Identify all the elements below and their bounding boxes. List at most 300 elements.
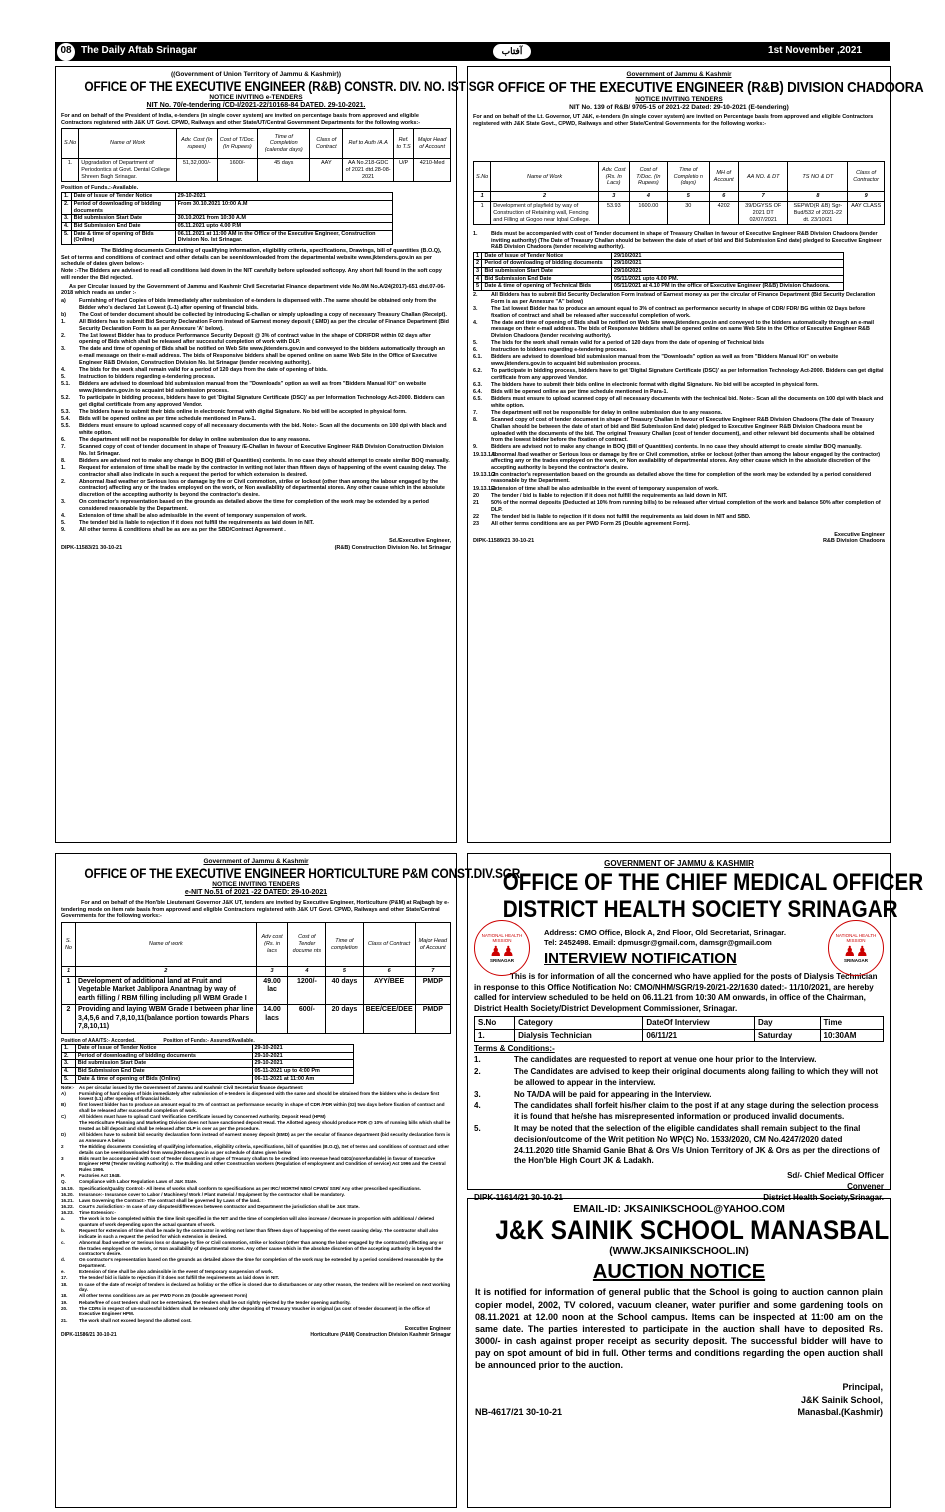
clause-number: 3. (474, 1089, 481, 1099)
schedule-row (62, 1068, 354, 1076)
ad-title: OFFICE OF THE EXECUTIVE ENGINEER HORTICULTURE P&M CONST.DIV.SGR. (84, 865, 524, 881)
column-number-cell: 4 (288, 967, 326, 977)
table-header-cell: S.No (475, 1016, 515, 1029)
table-cell: 45 days (258, 159, 310, 182)
column-number-cell: 2 (75, 967, 256, 977)
signatory-title: Sd/- Chief Medical Officer (787, 1171, 884, 1181)
clause-text: The 1st lowest Bidder has to produce an amount equal to 3% of contract as performance security in shape of CDR/ FDR/ BG within 02 Days before fixation of contract and shall be released after successful completion of work. (491, 305, 866, 319)
note-para: Note :-The Bidders are advised to read all conditions laid down in the NIT carefully before uploaded softcopy. Any short fall found in the soft copy will render the Bid rejected. (61, 268, 442, 281)
clause-number: 8. (61, 457, 66, 464)
clause-item (61, 513, 451, 520)
clause-item (473, 472, 885, 485)
table-cell: Development of playfield by way of Construction of Retaining wall, Fencing and Filling at Gogoo near Iqbal College. (491, 202, 599, 225)
table-header-cell: TS NO & DT (788, 162, 848, 192)
clause-item (473, 444, 885, 451)
clause-number: 5.3. (61, 408, 70, 415)
clause-item (61, 1114, 451, 1120)
schedule-cell: 3 (474, 268, 482, 276)
clause-text: All other terms & conditions shall be as are as per the SBD/Contract Agreement . (79, 527, 286, 534)
clause-number: 2. (474, 1067, 481, 1077)
clause-item (61, 1275, 451, 1281)
clause-text: Abnormal /bad weather or Serious loss or damage by fire or Civil commotion, strike or lockout (other than among the labour engaged by the contractor) affecting any or the trades employed on the work, or Non availability of departmental stores. Any other cause which in the absolute discretion of the accepting authority is beyond the contractor's desire. (491, 451, 881, 471)
clause-text: Scanned copy of cost of tender document in shape of Treasury /E-Challan in favour of Executive Engineer R&B Division Construction Division No. Ist Srinagar. (79, 444, 444, 457)
table-cell: 51,32,000/- (176, 159, 217, 182)
clause-number: 2. (61, 478, 66, 485)
column-number-cell: 1 (474, 192, 491, 202)
clause-number: 19.13.1.2 (473, 471, 496, 478)
clause-item (61, 1186, 451, 1192)
clause-number: 16.20. (61, 1191, 74, 1197)
schedule-row (474, 252, 844, 260)
signatory-title: Executive Engineer (834, 531, 885, 538)
clause-text: Request for extension of time shall be made by the contractor in writing not later than fifteen days of happening of the event causing delay. The contractor shall also indicate in such a request the period for which extension is desired. (79, 465, 447, 478)
clause-item (473, 382, 885, 389)
signatory-title: Executive Engineer (404, 1326, 451, 1333)
works-table (61, 922, 451, 1034)
table-header-cell: AA NO. & DT (738, 162, 788, 192)
clause-number: 1. (61, 318, 66, 325)
column-number-cell: 6 (363, 967, 415, 977)
emblem-bottom-text: SRINAGAR (843, 957, 868, 963)
clause-text: Court's Jurisdiction:- In case of any disputes/differences between contractor and Department the jurisdiction shall be J&K State. (79, 1204, 360, 1210)
clause-number: 22 (473, 513, 479, 520)
clause-1: Bids must be accompanied with cost of Tender document in shape of Treasury Challan in favour of Executive Engineer R&B Division Chadoora (tender inviting authority) (The Date of Treasury Challan should be between the date of start of bid and Bid Submission End date) pledged to Executive Engineer R&B Division Chadoora (tender receiving authority). (491, 231, 882, 251)
table-cell: 1 (474, 202, 491, 225)
clause-number: a. (61, 1216, 65, 1222)
clause-number: 16.22. (61, 1204, 74, 1210)
schedule-cell: Date & time of opening of Bids (Online) (71, 230, 175, 244)
clause-text: Bidders must ensure to upload scanned copy of all necessary documents with the technical bid. Note:- Scan all the documents on 100 dpi with black and white option. (491, 396, 884, 409)
signatory-office: Horticulture (P&M) Construction Division Kashmir Srinagar (310, 1332, 451, 1339)
schedule-row (474, 275, 844, 283)
schedule-row (62, 193, 393, 201)
clause-item (473, 500, 885, 513)
clause-number (61, 1120, 79, 1131)
table-header-cell: S.No (474, 162, 491, 192)
table-header-cell: Ref. to T.S (394, 129, 414, 159)
clause-number: D) (61, 1132, 66, 1138)
clause-text: 50% of the normal deposits (Deducted at 10% from running bills) to be released after virtual completion of the work and balance 50% after completion of DLP. (491, 500, 881, 513)
clause-text: In case of the date of receipt of tenders is declared as holiday or the office is closed due to disturbances or any other reason, the tenders will be received on next working day. (79, 1281, 451, 1293)
clause-text: All bidders must have to upload Card Verification Certificate issued by Concerned Authority. Deposit Head (HPM) (79, 1114, 326, 1120)
table-header-cell: Cost of Tender docume nts (288, 923, 326, 967)
clause-item (61, 319, 451, 332)
table-cell: 600/- (288, 1005, 326, 1034)
clause-text: Compliance with Labor Regulation Laws of J&K State. (79, 1179, 198, 1185)
clause-number: 7. (61, 444, 66, 451)
table-cell: Dialysis Technician (515, 1029, 643, 1042)
schedule-cell: 05/11/2021 at 4.10 PM in the office of Executive Engineer (R&B) Division Chadoora. (611, 283, 843, 291)
clause-text: To participate in bidding process, bidders have to get 'Digital Signature Certificate (DSC)' as per Information Technology Act-2000. Bidders can get digital certificate from any approved Vendor. (491, 368, 884, 381)
table-cell: 49.00 lac (256, 976, 288, 1005)
clauses-list (61, 1085, 451, 1324)
schedule-cell: 4. (62, 1068, 76, 1076)
clause-text: The Candidates are advised to keep their original documents along failing to which they will not be allowed to appear in the interview. (514, 1067, 879, 1087)
table-header-cell: Cost of T/Doc. (In Rupees) (629, 162, 667, 192)
clause-number: 17. (61, 1275, 68, 1281)
clause-number: A) (61, 1090, 66, 1096)
clause-item (61, 416, 451, 423)
newspaper-name: The Daily Aftab Srinagar (81, 45, 197, 57)
schedule-row (62, 215, 393, 223)
clause-text: All other terms conditions are as per PWD Form 25 (Double agreement Form) (79, 1293, 248, 1299)
clause-number: a) (61, 297, 66, 304)
clause-item (61, 444, 451, 457)
table-header-cell: Class of Contract (310, 129, 343, 159)
clause-text: The candidates shall forfeit his/her claim to the post if at any stage during the selection process it is found that he/she has misrepresented information or produced invalid documents. (514, 1101, 879, 1122)
nhm-emblem-left (474, 920, 530, 976)
clause-item (61, 1204, 451, 1210)
clause-number: d. (61, 1257, 66, 1263)
table-header-cell: Name of work (75, 923, 256, 967)
table-cell: PMDP (415, 1005, 450, 1034)
interview-body: This is for information of all the concerned who have applied for the posts of Dialysis Technician in response to this Office Notification No: CMO/NHM/SGR/19-20/21-22/1630 dated:- 11/10/2021, are hereby called for interview scheduled to be held on 06.11.21 from 10:30 AM onwards, in office of the Chairman, District Health Society/District Development Commissioner, Srinagar. (474, 971, 878, 1014)
clause-text: Laws Governing the Contract:- The contract shall be governed by Laws of the land. (79, 1197, 261, 1203)
clause-number: 9. (473, 444, 478, 451)
clause-text: The tender/ bid is liable to rejection if it does not fulfill the requirements as laid down in NIT. (79, 1275, 280, 1281)
clause-text: Bids will be opened online as per time schedule mentioned in Para-1. (491, 389, 669, 396)
column-number-cell: 3 (598, 192, 629, 202)
clause-number: C) (61, 1114, 66, 1120)
clause-text: On contractor's representation based on the grounds as detailed above the time for completion of the work may be extended by a period considered reasonable by the Department. (491, 471, 872, 485)
clause-text: first lowest bidder has to produce an amount equal to 3% of contract as performance security in shape of CDR /FDR within (02) two days before fixation of contract and shall be released after successful completion of work. (79, 1102, 445, 1114)
clause-item (61, 520, 451, 527)
ad-notice-heading: NOTICE INVITING TENDERS (212, 881, 300, 889)
table-cell: 39/DGYSS OF 2021 DT 02/07/2021 (738, 202, 788, 225)
table-header-cell: Major Head of Account (414, 129, 451, 159)
schedule-cell: 06-11-2021 at 11:00 Am (252, 1075, 353, 1083)
clause-item (61, 374, 451, 381)
ad-chief-medical-officer (467, 853, 924, 1202)
schedule-cell: Bid Submission End Date (482, 275, 611, 283)
clause-text: Instruction to bidders regarding e-tendering process. (491, 347, 628, 354)
clause-item (61, 458, 451, 465)
terms-list (474, 1055, 884, 1167)
signatory-office: R&B Division Chadoora (822, 538, 885, 545)
clause-item (61, 346, 451, 366)
clause-text: The department will not be responsible for delay in online submission due to any reasons. (491, 410, 723, 417)
table-cell: 2 (62, 1005, 76, 1034)
schedule-cell: 3. (62, 215, 72, 223)
table-header-cell: Ref to Auth /A.A (343, 129, 394, 159)
family-icon: ♟♟ (489, 942, 515, 959)
clause-number: b. (61, 1228, 66, 1234)
clause-number: 16.21. (61, 1197, 74, 1203)
table-cell: PMDP (415, 976, 450, 1005)
clause-item (61, 423, 451, 436)
clause-item (473, 389, 885, 396)
clause-item (61, 1120, 451, 1131)
clause-number: 16.23. (61, 1210, 74, 1216)
clause-number: 5. (61, 520, 66, 527)
clause-item (61, 527, 451, 534)
dipk-number: DIPK-11586/21 30-10-21 (61, 1332, 117, 1339)
clause-item (61, 1156, 451, 1173)
schedule-cell: Period of downloading of bidding documents (75, 1052, 252, 1060)
clauses-list (473, 292, 885, 527)
schedule-cell: Period of downloading of bidding documents (482, 260, 611, 268)
clause-number: 5. (473, 340, 478, 347)
clause-text: All Bidders has to submit Bid Security Declaration Form instead of Earnest money deposit ( EMD) as per the circular of Finance Department (Bid Security Declaration Form is as per Annexure 'A' below). (79, 318, 449, 332)
clause-number: 16.19. (61, 1185, 74, 1191)
clause-number: 3. (61, 499, 66, 506)
signatory-title: Sd./Executive Engineer, (388, 538, 451, 545)
table-cell: 1600.00 (629, 202, 667, 225)
dipk-number: DIPK-11614/21 30-10-21 (474, 1192, 563, 1202)
clause-text: All other terms conditions are as per PWD Form 25 (Double agreement Form). (491, 521, 690, 527)
signatory-title: Principal, (842, 1382, 883, 1393)
schedule-table (61, 1044, 354, 1084)
schedule-cell: Date of Issue of Tender Notice (482, 252, 611, 260)
column-number-cell: 9 (848, 192, 885, 202)
clause-text: The tender/ bid is liable to rejection if it does not fulfill the requirements as laid down in NIT and SBD. (491, 513, 751, 520)
cmo-address: Address: CMO Office, Block A, 2nd Floor, Old Secretariat, Srinagar. (544, 927, 786, 937)
clause-text: As per circular issued by the Government of Jammu and Kashmir Civil Secretariat finance department: (79, 1084, 304, 1090)
clause-number: 4. (473, 319, 478, 326)
schedule-cell: 1 (474, 252, 482, 260)
clause-text: Bidders are advised not to make any change in BOQ (Bill of Quantities) contents. In no case they should attempt to create similar BOQ manually. (491, 444, 862, 451)
schedule-cell: Bid submission Start Date (482, 268, 611, 276)
schedule-table (473, 252, 844, 292)
clause-number: 4. (61, 366, 66, 373)
terms-heading: Terms & Conditions:- (474, 1044, 555, 1054)
ad-title: OFFICE OF THE EXECUTIVE ENGINEER (R&B) DIVISION CHADOORA (497, 78, 924, 96)
clause-text: Factories Act 1948. (79, 1173, 121, 1179)
schedule-cell: 4 (474, 275, 482, 283)
emblem-top-text: NATIONAL HEALTH MISSION (481, 932, 523, 944)
clause-text: Bidders are advised not to make any change in BOQ (Bill of Quantities) contents. In no case they should attempt to create similar BOQ manually. (79, 457, 450, 464)
schedule-row (62, 1052, 354, 1060)
table-header-cell: Cost of T/Doc. (In Rupees) (217, 129, 257, 159)
clause-number: 6.3. (473, 382, 482, 388)
table-header-cell: Adv. Cost (Rs. In Lacs) (598, 162, 629, 192)
schedule-row (474, 283, 844, 291)
schedule-cell: 29-10-2021 (252, 1060, 353, 1068)
ad-title-line1: OFFICE OF THE CHIEF MEDICAL OFFICER (502, 868, 924, 896)
bidding-docs-para: The Bidding documents Consisting of qualifying information, eligibility criteria, specifications, Drawings, bill of quantities (B.O.Q), Set of terms and conditions of contract and other details can be seen/downloaded from the departmental website www.jktenders.gov.in as per schedule of dates given below:- (61, 248, 442, 268)
table-cell: 1200/- (288, 976, 326, 1005)
column-number-cell: 7 (738, 192, 788, 202)
clause-text: Bids will be opened online as per time schedule mentioned in Para-1. (79, 415, 257, 422)
table-cell: 1 (62, 976, 76, 1005)
clause-number: 5. (61, 374, 66, 381)
clause-text: Extension of time shall be also admissible in the event of temporary suspension of work. (79, 513, 307, 520)
clause-text: The department will not be responsible for delay in online submission due to any reasons. (79, 436, 311, 443)
schedule-cell: 2. (62, 200, 72, 214)
clause-item (473, 396, 885, 409)
table-cell: U/P (394, 159, 414, 182)
emblem-bottom-text: SRINAGAR (489, 957, 514, 963)
ad-nit-number: e-NIT No.51 of 2021 -22 DATED: 29-10-2021 (184, 889, 328, 897)
school-website: (WWW.JKSAINIKSCHOOL.IN) (609, 1245, 749, 1257)
clause-item (61, 1228, 451, 1239)
column-number-cell: 6 (709, 192, 738, 202)
signatory-school: J&K Sainik School, (800, 1394, 883, 1405)
ad-notice-heading: NOTICE INVITING e-TENDERS (209, 94, 303, 102)
schedule-row (62, 222, 393, 230)
table-header-cell: Name of Work (491, 162, 599, 192)
table-header-cell: Day (754, 1016, 820, 1029)
newspaper-logo: آفتاب (493, 44, 531, 59)
table-header-cell: DateOf Interview (643, 1016, 755, 1029)
clauses-list (61, 298, 451, 534)
page-number: 08 (57, 43, 75, 61)
clause-item (474, 1124, 884, 1167)
table-header-cell: Category (515, 1016, 643, 1029)
nhm-emblem-right (828, 920, 884, 976)
schedule-row (62, 230, 393, 244)
clause-item (61, 1173, 451, 1179)
clause-item (61, 395, 451, 408)
clause-text: Bidders must ensure to upload scanned copy of all necessary documents with the bid. Note:- Scan all the documents on 100 dpi with black and white option. (79, 423, 447, 436)
clause-item (61, 312, 451, 319)
clause-text: It may be noted that the selection of the eligible candidates shall remain subject to the final decision/outcome of the Writ petition No WP(C) No. 1533/2020, CM No.4247/2020 dated 24.11.2020 title Shamid Ganie Bhat & Ors V/s Union Territory of JK & Ors as per the directions of the Hon'ble High Court JK & Ladakh. (514, 1124, 880, 1166)
clause-number: 3. (473, 305, 478, 312)
ad-intro: For and on behalf of the President of India, e-tenders (in single cover system) are invited on percentage basis from approved and eligible Contractors registered with J&K UT Govt. CPWD, Railways and other State/UT/Central Government Departments for the following works:- (61, 112, 421, 126)
schedule-cell: Date & time of opening of Bids (Online) (75, 1075, 252, 1083)
schedule-cell: 2 (474, 260, 482, 268)
clause-number: 6.1. (473, 354, 482, 361)
clause-item (61, 1198, 451, 1204)
clause-item (473, 493, 885, 500)
interview-table (474, 1016, 884, 1043)
clause-number: 4. (474, 1101, 481, 1111)
table-cell: BEE/CEE/DEE (363, 1005, 415, 1034)
table-header-cell: S. No (62, 923, 76, 967)
clause-text: On contractor's representation based on the grounds as detailed above the time for completion of the work may be extended by a period considered reasonable by the Department. (79, 499, 429, 512)
position-of-funds: Position of AAA/TS:- Accorded. Position of Funds:- Assured/Available. (61, 1037, 255, 1044)
clause-number: 5.2. (61, 395, 70, 402)
clause-text: Rebate/free of cost tenders shall not be entertained, the tenders shall be out rightly rejected by the tender opening authority. (79, 1299, 351, 1305)
clause-item (473, 292, 885, 305)
clause-number: 19.13.1.1 (473, 451, 496, 458)
clause-item (61, 1300, 451, 1306)
table-cell: 1600/- (217, 159, 257, 182)
schedule-cell: 29/10/2021 (611, 268, 843, 276)
clause-text: Abnormal /bad weather or Serious loss or damage by fire or Civil commotion, strike or lockout (other than among the labor engaged by the contractor) affecting any or the trades employed on the work, or Non availability of departmental stores. Any other cause which in the absolute discretion of the accepting authority is beyond the contractor's desire. (79, 1240, 444, 1257)
schedule-cell: 5. (62, 1075, 76, 1083)
clause-text: Request for extension of time shall be made by the contractor in writing not later than fifteen days of happening of the event causing delay. The contractor shall also indicate in such a request the period for which extension is desired. (79, 1228, 439, 1239)
table-cell: AYY/BEE (363, 976, 415, 1005)
table-cell: AAY (310, 159, 343, 182)
clause-item (61, 1179, 451, 1185)
clause-item (474, 1067, 884, 1089)
clause-item (473, 320, 885, 340)
clause-item (474, 1101, 884, 1123)
clause-text: The bids for the work shall remain valid for a period of 120 days from the date of opening of Technical bids (491, 340, 765, 347)
schedule-cell: Date of Issue of Tender Notice (75, 1044, 252, 1052)
schedule-cell: 05.11.2021 upto 4.00 P.M (175, 222, 392, 230)
table-cell: Providing and laying WBM Grade I between phar line 3,4,5,6 and 7,8,10,11(balance portion towards Phars 7,8,10,11) (75, 1005, 256, 1034)
clause-number: 19. (61, 1299, 68, 1305)
schedule-cell: 2. (62, 1052, 76, 1060)
ad-title-line2: DISTRICT HEALTH SOCIETY SRINAGAR (502, 896, 898, 924)
column-number-cell: 1 (62, 967, 76, 977)
schedule-row (62, 1044, 354, 1052)
schedule-cell: 06.11.2021 at 11:00 AM in the Office of the Executive Engineer, Construction Division No. Ist Srinagar. (175, 230, 392, 244)
clause-number: B) (61, 1102, 66, 1108)
table-cell: 30 (668, 202, 709, 225)
clause-number: 6.4. (473, 389, 482, 396)
works-table (473, 161, 885, 225)
clause-text: The Horticulture Planning and Marketing Division does not have sanctioned deposit Head. The Allotted agency should produce FDR @ 10% of running bills which shall be treated as bill deposit and shall be released after DLP is over as per the procedure. (79, 1120, 451, 1132)
clause-number: P. (61, 1173, 65, 1179)
ad-title: OFFICE OF THE EXECUTIVE ENGINEER (R&B) CONSTR. DIV. NO. IST SGR (84, 78, 494, 94)
schedule-cell: 29/10/2021 (611, 260, 843, 268)
table-cell: 4202 (709, 202, 738, 225)
dipk-number: DIPK-11583/21 30-10-21 (61, 544, 123, 551)
schedule-row (62, 1075, 354, 1083)
schedule-row (474, 268, 844, 276)
schedule-cell: From 30.10.2021 10:00 A.M (175, 200, 392, 214)
clause-number: 20. (61, 1305, 68, 1311)
clauses-list: 1. Bids must be accompanied with cost of Tender document in shape of Treasury Challan in favour of Executive Engineer R&B Division Chadoora (tender inviting authority) (The Date of Treasury Challan should be between the date of start of bid and Bid Submission End date) pledged to Executive Engineer R&B Division Chadoora (tender receiving authority). (473, 231, 885, 251)
family-icon: ♟♟ (843, 942, 869, 959)
table-header-cell: Name of Work (79, 129, 177, 159)
clause-item (473, 486, 885, 493)
clause-text: Insurance:- Insurance cover to Labor / Machinery/ Work / Plant material / Equipment by the contractor shall be mandatory. (79, 1191, 345, 1197)
schedule-cell: 3. (62, 1060, 76, 1068)
table-cell: 10:30AM (820, 1029, 884, 1042)
clause-item (473, 306, 885, 319)
clause-number: 8. (473, 417, 478, 424)
clause-item (61, 367, 451, 374)
auction-heading: AUCTION NOTICE (592, 1261, 766, 1284)
clause-item (61, 1132, 451, 1143)
school-title: J&K SAINIK SCHOOL MANASBAL (495, 1215, 890, 1246)
ad-intro: For and on behalf of the Hon'ble Lieutenant Governor J&K UT, tenders are invited by Executive Engineer, Horticulture (P&M) at Rajbagh by e-tendering mode on item rate basis from approved and eligible Contractors registered with J&K UT Govt. CPWD, Railways and other State/Central Governments for the following works:- (61, 899, 450, 920)
clause-item (61, 499, 451, 512)
clause-text: The 1st lowest Bidder has to produce Performance Security Deposit @ 3% of contract value in the shape of CDR/FDR within 02 days after opening of Bids which shall be released after successful completion of work with DLP. (79, 332, 431, 346)
clause-number: Note:- (61, 1084, 75, 1090)
schedule-cell: 30.10.2021 from 10:30 A.M (175, 215, 392, 223)
table-cell: 1. (475, 1029, 515, 1042)
signatory-place: Manasbal.(Kashmir) (797, 1406, 883, 1417)
clause-item (61, 437, 451, 444)
clause-text: The Bidding documents Consisting of qualifying information, eligibility criteria, specifications, bill of quantities (B.O.Q), Set of terms and conditions of contract and other details can be seen/downloaded from www.jktenders.gov.in as per schedule of dates given below (79, 1144, 450, 1155)
clause-item (61, 1085, 451, 1091)
table-cell: Saturday (754, 1029, 820, 1042)
clause-number: 5.5. (61, 423, 70, 430)
works-table (61, 128, 451, 182)
clause-item (473, 452, 885, 472)
clause-number: 2. (473, 292, 478, 299)
clause-item (61, 298, 451, 311)
clause-number: 9. (61, 527, 66, 534)
clause-item (61, 1091, 451, 1102)
schedule-cell: Bid submission Start Date (75, 1060, 252, 1068)
table-cell: AA No.218-GDC of 2021 dtd.28-08-2021 (343, 159, 394, 182)
schedule-cell: Bid Submission End Date (71, 222, 175, 230)
clause-text: The candidates are requested to report at venue one hour prior to the Interview. (514, 1055, 817, 1065)
clause-item (61, 1282, 451, 1293)
table-header-cell: Time of Completion (calendar days) (258, 129, 310, 159)
clause-number: 21. (61, 1317, 68, 1323)
ad-intro: For and on behalf of the Lt. Governor, UT J&K, e-tenders (In single cover system) are invited on Percentage basis from approved and eligible Contractors registered with J&K State Govt., CPWD, Railways and other State/Central Governments for the following works:- (473, 114, 874, 127)
clause-number: 20 (473, 492, 479, 499)
table-cell: 14.00 lacs (256, 1005, 288, 1034)
clause-number: 3. (61, 346, 66, 353)
ad-govt-line: Government of Jammu & Kashmir (203, 858, 309, 865)
clause-text: Abnormal /bad weather or Serious loss or damage by fire or Civil commotion, strike or lockout (other than among the labour engaged by the contractor) affecting any or the trades employed on the work, or Non availability of departmental stores. Any other cause which in the absolute discretion of the accepting authority is beyond the contractor's desire. (79, 478, 445, 499)
table-cell: 53.93 (598, 202, 629, 225)
column-number-cell: 8 (788, 192, 848, 202)
ad-notice-heading: NOTICE INVITING TENDERS (635, 96, 723, 104)
schedule-row (62, 200, 393, 214)
schedule-cell: Date of Issue of Tender Notice (71, 193, 175, 201)
schedule-cell: 05/11/2021 upto 4.00 PM. (611, 275, 843, 283)
schedule-row (474, 260, 844, 268)
